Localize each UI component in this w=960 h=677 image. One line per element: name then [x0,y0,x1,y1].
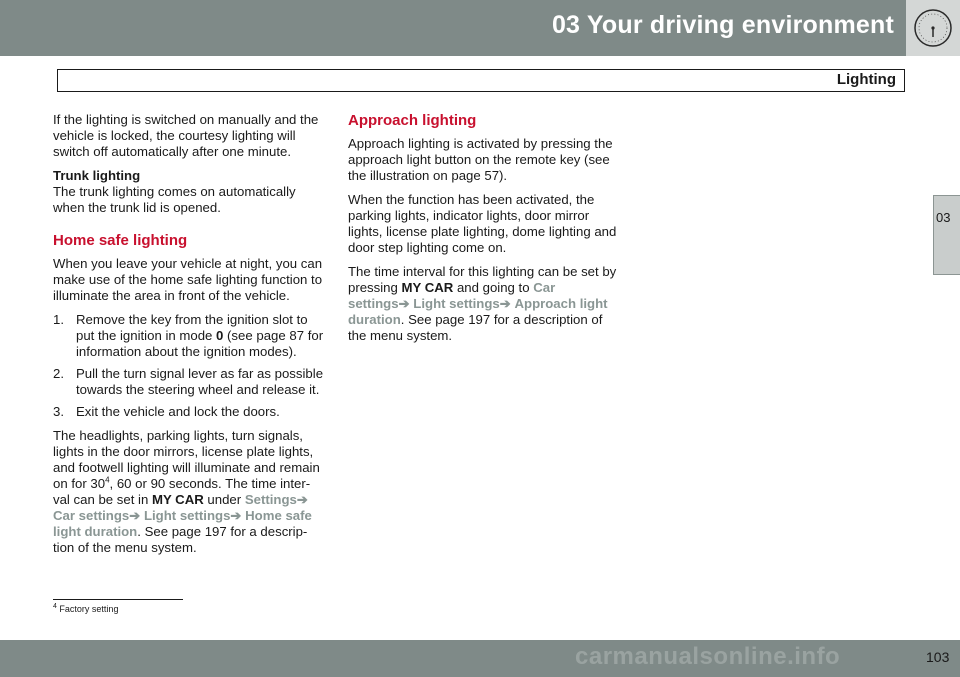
home-safe-details [53,428,325,556]
section-bar [57,69,905,92]
arrow-right-icon: ➔ [296,492,308,507]
left-column [53,112,325,564]
menu-path-item: Home safe light duration [53,508,312,539]
gauge-icon-box [906,0,960,56]
approach-text: . See page 197 for a description of the menu system. [348,312,603,343]
menu-path-item: Car settings [348,280,556,311]
right-column [348,112,618,352]
menu-path-item: Light settings [143,508,231,523]
footnote [53,604,118,614]
chapter-side-tab[interactable] [933,195,960,275]
side-tab-label: 03 [936,210,951,225]
menu-path-item: Settings [244,492,297,507]
my-car-label: MY CAR [401,280,454,295]
step-number: 1. [53,312,64,327]
chapter-title: 03 Your driving environment [551,11,894,39]
details-text: , 60 or 90 seconds. The time inter-val can be set in [53,476,311,507]
step-text: (see page 87 for information about the ignition modes). [76,328,324,359]
details-text: The headlights, parking lights, turn signals, lights in the door mirrors, license plate lights, and footwell lighting will illuminate and remain on for 30 [53,428,320,491]
menu-path-item: Approach light duration [348,296,608,327]
arrow-right-icon: ➔ [230,508,242,523]
section-title: Lighting [836,71,896,88]
gauge-icon [913,8,953,48]
list-item [53,366,325,398]
step-text: Remove the key from the ignition slot to put the ignition in mode [76,312,308,343]
arrow-right-icon: ➔ [398,296,410,311]
step-text: Pull the turn signal lever as far as possible towards the steering wheel and release it. [76,366,324,397]
approach-text: and going to [453,280,534,295]
step-number: 2. [53,366,64,381]
footnote-ref[interactable]: 4 [105,475,110,485]
intro-paragraph: If the lighting is switched on manually and the vehicle is locked, the courtesy lighting will switch off automatically after one minute. [53,112,319,159]
arrow-right-icon: ➔ [499,296,511,311]
page-number: 103 [926,649,950,665]
approach-p1: Approach lighting is activated by pressing the approach light button on the remote key (see the illustration on page 57). [348,136,613,183]
trunk-lighting-text: The trunk lighting comes on automatically when the trunk lid is opened. [53,184,296,215]
footnote-number: 4 [53,603,57,610]
details-text: under [203,492,245,507]
list-item [53,404,325,420]
menu-path-item: Car settings [53,508,130,523]
home-safe-heading: Home safe lighting [53,232,188,249]
watermark: carmanualsonline.info [575,643,841,670]
step-text: Exit the vehicle and lock the doors. [76,404,280,419]
approach-p3 [348,264,618,344]
step-number: 3. [53,404,64,419]
details-text: . See page 197 for a descrip-tion of the menu system. [53,524,308,555]
steps-list [53,312,325,420]
footnote-divider [53,599,183,600]
approach-lighting-heading: Approach lighting [348,112,477,129]
footnote-text: Factory setting [59,604,119,614]
ignition-mode: 0 [216,328,224,343]
approach-p2: When the function has been activated, the parking lights, indicator lights, door mirror lights, license plate lighting, dome lighting and door step lighting come on. [348,192,617,255]
menu-path-item: Light settings [413,296,500,311]
my-car-label: MY CAR [151,492,204,507]
home-safe-intro: When you leave your vehicle at night, you can make use of the home safe lighting function to illuminate the area in front of the vehicle. [53,256,323,303]
approach-text: The time interval for this lighting can be set by pressing [348,264,617,295]
header-bar [0,0,960,56]
list-item [53,312,325,360]
arrow-right-icon: ➔ [129,508,141,523]
trunk-lighting-heading: Trunk lighting [53,168,141,183]
